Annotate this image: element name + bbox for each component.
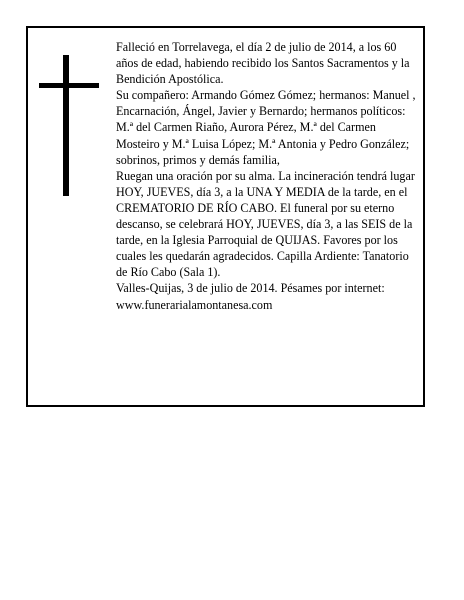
prayer-request-paragraph: Ruegan una oración por su alma. La incineración tendrá lugar HOY, JUEVES, día 3, a la UNA Y MEDIA de la tarde, en el CREMATORIO DE RÍO CABO. El funeral por su eterno descanso, se celebrará HOY, JUEVES, día 3, a las SEIS de la tarde, en la Iglesia Parroquial de QUIJAS. Favores por los cuales les quedarán agradecidos. Capilla Ardiente: Tanatorio de Río Cabo (Sala 1). [116, 168, 415, 280]
family-paragraph: Su compañero: Armando Gómez Gómez; hermanos: Manuel , Encarnación, Ángel, Javier y Bernardo; hermanos políticos: M.ª del Carmen Riaño, Aurora Pérez, M.ª del Carmen Mosteiro y M.ª Luisa López; M.ª Antonia y Pedro González; sobrinos, primos y demás familia, [116, 88, 416, 167]
closing-paragraph: Valles-Quijas, 3 de julio de 2014. Pésames por internet: www.funerarialamontanesa.com [116, 281, 385, 312]
obituary-text [116, 39, 421, 313]
death-paragraph: Falleció en Torrelavega, el día 2 de julio de 2014, a los 60 años de edad, habiendo recibido los Santos Sacramentos y la Bendición Apostólica. [116, 40, 410, 87]
